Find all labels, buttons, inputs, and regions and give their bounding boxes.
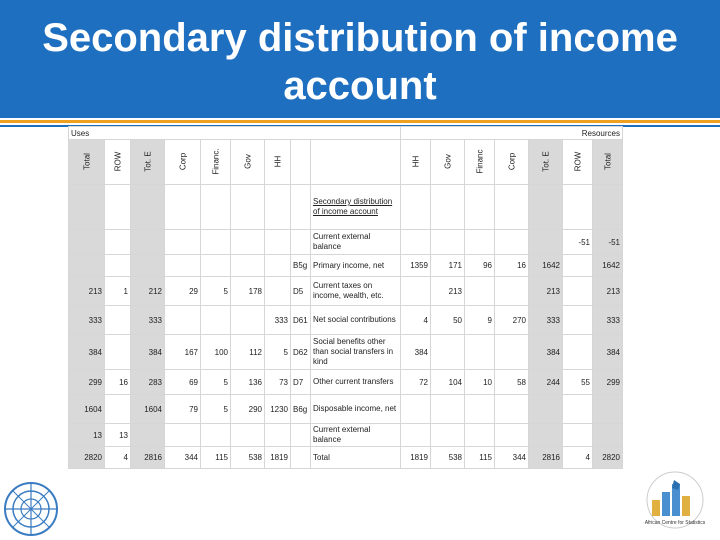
resources-cell: 9 — [465, 306, 495, 335]
description-cell: Current external balance — [311, 230, 401, 255]
account-table-wrapper — [68, 126, 623, 469]
uses-cell — [131, 230, 165, 255]
resources-cell: 333 — [593, 306, 623, 335]
resources-header-label: HH — [411, 155, 420, 168]
resources-cell: 50 — [431, 306, 465, 335]
resources-cell — [495, 185, 529, 230]
resources-cell — [401, 395, 431, 424]
resources-header-label: Financ — [475, 149, 484, 174]
resources-cell: 10 — [465, 370, 495, 395]
uses-cell: 100 — [201, 335, 231, 370]
resources-header-label: ROW — [573, 151, 582, 172]
resources-cell — [593, 424, 623, 447]
resources-cell — [529, 230, 563, 255]
uses-header-5 — [231, 140, 265, 185]
resources-cell: 1642 — [593, 255, 623, 277]
uses-cell — [265, 230, 291, 255]
resources-cell — [563, 277, 593, 306]
code-cell: D7 — [291, 370, 311, 395]
uses-cell: 299 — [69, 370, 105, 395]
resources-cell: 4 — [563, 447, 593, 469]
uses-header-label: Gov — [243, 154, 252, 169]
uses-cell — [105, 335, 131, 370]
resources-cell: 213 — [593, 277, 623, 306]
resources-cell — [465, 395, 495, 424]
table-row — [69, 424, 623, 447]
resources-cell: 270 — [495, 306, 529, 335]
uses-cell — [231, 230, 265, 255]
resources-cell — [563, 306, 593, 335]
account-table — [68, 126, 623, 469]
resources-cell — [465, 230, 495, 255]
uses-cell: 115 — [201, 447, 231, 469]
uses-cell — [131, 424, 165, 447]
resources-cell: 213 — [431, 277, 465, 306]
resources-cell: 104 — [431, 370, 465, 395]
uses-cell — [165, 306, 201, 335]
uses-header-label: Corp — [178, 152, 187, 171]
resources-cell: 1359 — [401, 255, 431, 277]
table-row — [69, 306, 623, 335]
table-row — [69, 185, 623, 230]
resources-cell: 58 — [495, 370, 529, 395]
resources-cell: 96 — [465, 255, 495, 277]
text-header — [311, 140, 401, 185]
resources-header-2 — [465, 140, 495, 185]
code-cell — [291, 447, 311, 469]
uses-cell — [131, 185, 165, 230]
uses-cell — [201, 306, 231, 335]
uses-cell: 5 — [201, 277, 231, 306]
slide-title: Secondary distribution of income account — [42, 16, 678, 108]
uses-cell: 538 — [231, 447, 265, 469]
code-cell: B6g — [291, 395, 311, 424]
uses-header-0 — [69, 140, 105, 185]
description-cell: Current external balance — [311, 424, 401, 447]
uses-cell: 333 — [69, 306, 105, 335]
resources-cell — [431, 335, 465, 370]
uses-cell — [69, 185, 105, 230]
resources-cell — [401, 277, 431, 306]
uses-header-3 — [165, 140, 201, 185]
resources-header-label: Tot. E — [541, 151, 550, 172]
resources-cell — [563, 335, 593, 370]
code-cell: D5 — [291, 277, 311, 306]
resources-header-label: Corp — [507, 152, 516, 171]
uses-cell: 5 — [201, 370, 231, 395]
uses-header-1 — [105, 140, 131, 185]
uses-cell — [201, 255, 231, 277]
resources-cell: 115 — [465, 447, 495, 469]
uses-cell: 1604 — [69, 395, 105, 424]
uses-cell — [165, 185, 201, 230]
resources-cell: 384 — [593, 335, 623, 370]
resources-cell — [593, 395, 623, 424]
uses-header-label: HH — [273, 155, 282, 168]
resources-cell: 55 — [563, 370, 593, 395]
uses-cell — [105, 255, 131, 277]
resources-cell: 538 — [431, 447, 465, 469]
resources-header-5 — [563, 140, 593, 185]
code-cell — [291, 185, 311, 230]
resources-cell — [529, 185, 563, 230]
resources-cell: 2820 — [593, 447, 623, 469]
uses-cell: 4 — [105, 447, 131, 469]
uses-cell — [69, 230, 105, 255]
uses-header-label: ROW — [113, 151, 122, 172]
uses-cell — [201, 424, 231, 447]
uses-cell: 333 — [131, 306, 165, 335]
resources-cell: 384 — [529, 335, 563, 370]
resources-cell: 344 — [495, 447, 529, 469]
uses-cell: 283 — [131, 370, 165, 395]
resources-cell: 1819 — [401, 447, 431, 469]
uses-cell: 1 — [105, 277, 131, 306]
uses-cell: 5 — [265, 335, 291, 370]
description-cell: Primary income, net — [311, 255, 401, 277]
code-cell: D61 — [291, 306, 311, 335]
resources-cell — [431, 185, 465, 230]
uses-cell — [231, 424, 265, 447]
resources-cell — [495, 230, 529, 255]
resources-cell — [529, 395, 563, 424]
resources-cell — [401, 185, 431, 230]
table-row — [69, 230, 623, 255]
resources-header-6 — [593, 140, 623, 185]
uses-label: Uses — [69, 127, 401, 140]
uses-header-label: Total — [82, 153, 91, 170]
resources-cell — [593, 185, 623, 230]
resources-cell: 244 — [529, 370, 563, 395]
uses-cell — [105, 230, 131, 255]
code-header — [291, 140, 311, 185]
resources-cell — [495, 424, 529, 447]
table-row — [69, 395, 623, 424]
resources-header-4 — [529, 140, 563, 185]
resources-cell — [563, 255, 593, 277]
uses-header-6 — [265, 140, 291, 185]
resources-cell: 1642 — [529, 255, 563, 277]
uses-cell: 384 — [131, 335, 165, 370]
code-cell: B5g — [291, 255, 311, 277]
uses-cell: 112 — [231, 335, 265, 370]
description-cell: Total — [311, 447, 401, 469]
resources-cell: -51 — [563, 230, 593, 255]
uses-cell — [105, 185, 131, 230]
uses-header-4 — [201, 140, 231, 185]
resources-cell — [465, 335, 495, 370]
uses-cell — [265, 277, 291, 306]
uses-cell: 73 — [265, 370, 291, 395]
resources-cell: 4 — [401, 306, 431, 335]
uses-cell — [105, 395, 131, 424]
uses-header-label: Tot. E — [143, 151, 152, 172]
uses-cell — [265, 424, 291, 447]
uses-cell: 384 — [69, 335, 105, 370]
resources-cell: 171 — [431, 255, 465, 277]
uses-cell — [265, 185, 291, 230]
uses-cell: 13 — [105, 424, 131, 447]
code-cell — [291, 424, 311, 447]
table-row — [69, 255, 623, 277]
un-emblem-icon — [0, 478, 62, 540]
resources-cell — [495, 395, 529, 424]
uses-cell: 2816 — [131, 447, 165, 469]
uses-cell: 69 — [165, 370, 201, 395]
table-row — [69, 335, 623, 370]
uses-cell — [201, 185, 231, 230]
uses-cell: 344 — [165, 447, 201, 469]
uses-header-label: Financ. — [211, 148, 220, 175]
resources-cell: 16 — [495, 255, 529, 277]
uses-cell: 178 — [231, 277, 265, 306]
uses-cell: 1819 — [265, 447, 291, 469]
resources-cell — [431, 395, 465, 424]
resources-cell: 333 — [529, 306, 563, 335]
resources-header-1 — [431, 140, 465, 185]
uses-cell — [265, 255, 291, 277]
resources-header-0 — [401, 140, 431, 185]
stats-logo-label: African Centre for Statistics — [644, 520, 706, 526]
table-row — [69, 370, 623, 395]
uses-cell — [131, 255, 165, 277]
resources-cell: 72 — [401, 370, 431, 395]
uses-cell — [165, 255, 201, 277]
resources-cell — [563, 395, 593, 424]
description-cell: Secondary distribution of income account — [311, 185, 401, 230]
uses-cell — [165, 424, 201, 447]
uses-cell: 212 — [131, 277, 165, 306]
uses-cell: 79 — [165, 395, 201, 424]
table-row — [69, 447, 623, 469]
uses-header-2 — [131, 140, 165, 185]
uses-cell — [165, 230, 201, 255]
uses-cell — [105, 306, 131, 335]
uses-cell: 1604 — [131, 395, 165, 424]
resources-cell — [563, 424, 593, 447]
resources-cell — [495, 277, 529, 306]
resources-cell — [529, 424, 563, 447]
description-cell: Disposable income, net — [311, 395, 401, 424]
resources-cell — [465, 185, 495, 230]
uses-cell: 167 — [165, 335, 201, 370]
resources-header-3 — [495, 140, 529, 185]
uses-cell — [231, 255, 265, 277]
description-cell: Net social contributions — [311, 306, 401, 335]
resources-cell — [431, 230, 465, 255]
code-cell: D62 — [291, 335, 311, 370]
resources-cell — [431, 424, 465, 447]
uses-cell — [231, 185, 265, 230]
resources-label: Resources — [401, 127, 623, 140]
resources-header-label: Total — [603, 153, 612, 170]
description-cell: Other current transfers — [311, 370, 401, 395]
resources-cell — [495, 335, 529, 370]
resources-cell — [465, 277, 495, 306]
resources-cell: 2816 — [529, 447, 563, 469]
resources-cell — [563, 185, 593, 230]
uses-cell — [201, 230, 231, 255]
uses-cell: 333 — [265, 306, 291, 335]
description-cell: Current taxes on income, wealth, etc. — [311, 277, 401, 306]
uses-cell: 136 — [231, 370, 265, 395]
uses-cell: 5 — [201, 395, 231, 424]
uses-cell: 2820 — [69, 447, 105, 469]
accent-rule — [0, 120, 720, 123]
resources-cell: 384 — [401, 335, 431, 370]
uses-cell: 213 — [69, 277, 105, 306]
resources-cell: 299 — [593, 370, 623, 395]
resources-cell: -51 — [593, 230, 623, 255]
resources-cell — [401, 424, 431, 447]
code-cell — [291, 230, 311, 255]
uses-cell: 29 — [165, 277, 201, 306]
uses-cell: 1230 — [265, 395, 291, 424]
uses-cell: 13 — [69, 424, 105, 447]
uses-cell — [69, 255, 105, 277]
description-cell: Social benefits other than social transfers in kind — [311, 335, 401, 370]
uses-cell: 16 — [105, 370, 131, 395]
resources-cell — [465, 424, 495, 447]
table-row — [69, 277, 623, 306]
resources-header-label: Gov — [443, 154, 452, 169]
uses-cell — [231, 306, 265, 335]
resources-cell — [401, 230, 431, 255]
uses-cell: 290 — [231, 395, 265, 424]
resources-cell: 213 — [529, 277, 563, 306]
